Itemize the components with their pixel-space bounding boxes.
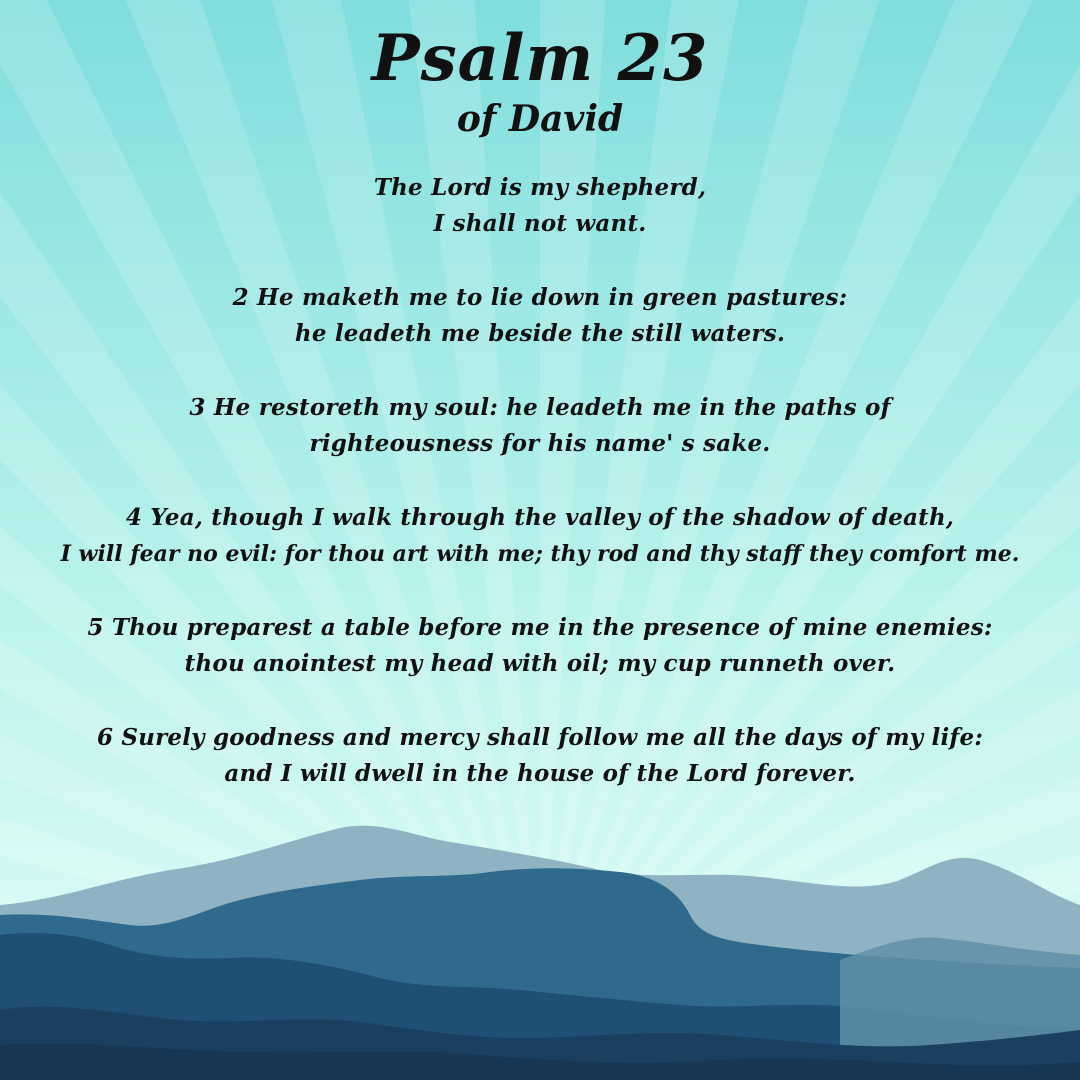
verse-3 xyxy=(20,390,1060,462)
page-title: Psalm 23 xyxy=(371,21,709,96)
verse-line: 5 Thou preparest a table before me in the presence of mine enemies: xyxy=(87,614,993,641)
page-subtitle: of David xyxy=(456,98,624,140)
verse-line: he leadeth me beside the still waters. xyxy=(294,320,786,347)
verse-line: 6 Surely goodness and mercy shall follow me all the days of my life: xyxy=(96,724,984,751)
verse-line: I shall not want. xyxy=(433,210,647,237)
verse-line: 2 He maketh me to lie down in green pastures: xyxy=(232,284,848,311)
verse-line: righteousness for his name' s sake. xyxy=(309,430,771,457)
verse-line: I will fear no evil: for thou art with me; thy rod and thy staff they comfort me. xyxy=(60,541,1020,567)
verse-1 xyxy=(20,170,1060,242)
verse-line: and I will dwell in the house of the Lord forever. xyxy=(224,760,856,787)
verse-list xyxy=(20,170,1060,830)
verse-line: 3 He restoreth my soul: he leadeth me in the paths of xyxy=(189,394,891,421)
verse-6 xyxy=(20,720,1060,792)
verse-line: thou anointest my head with oil; my cup runneth over. xyxy=(184,650,896,677)
verse-4 xyxy=(20,500,1060,572)
verse-line: 4 Yea, though I walk through the valley of the shadow of death, xyxy=(125,504,955,531)
verse-5 xyxy=(20,610,1060,682)
verse-line: The Lord is my shepherd, xyxy=(373,174,707,201)
verse-2 xyxy=(20,280,1060,352)
